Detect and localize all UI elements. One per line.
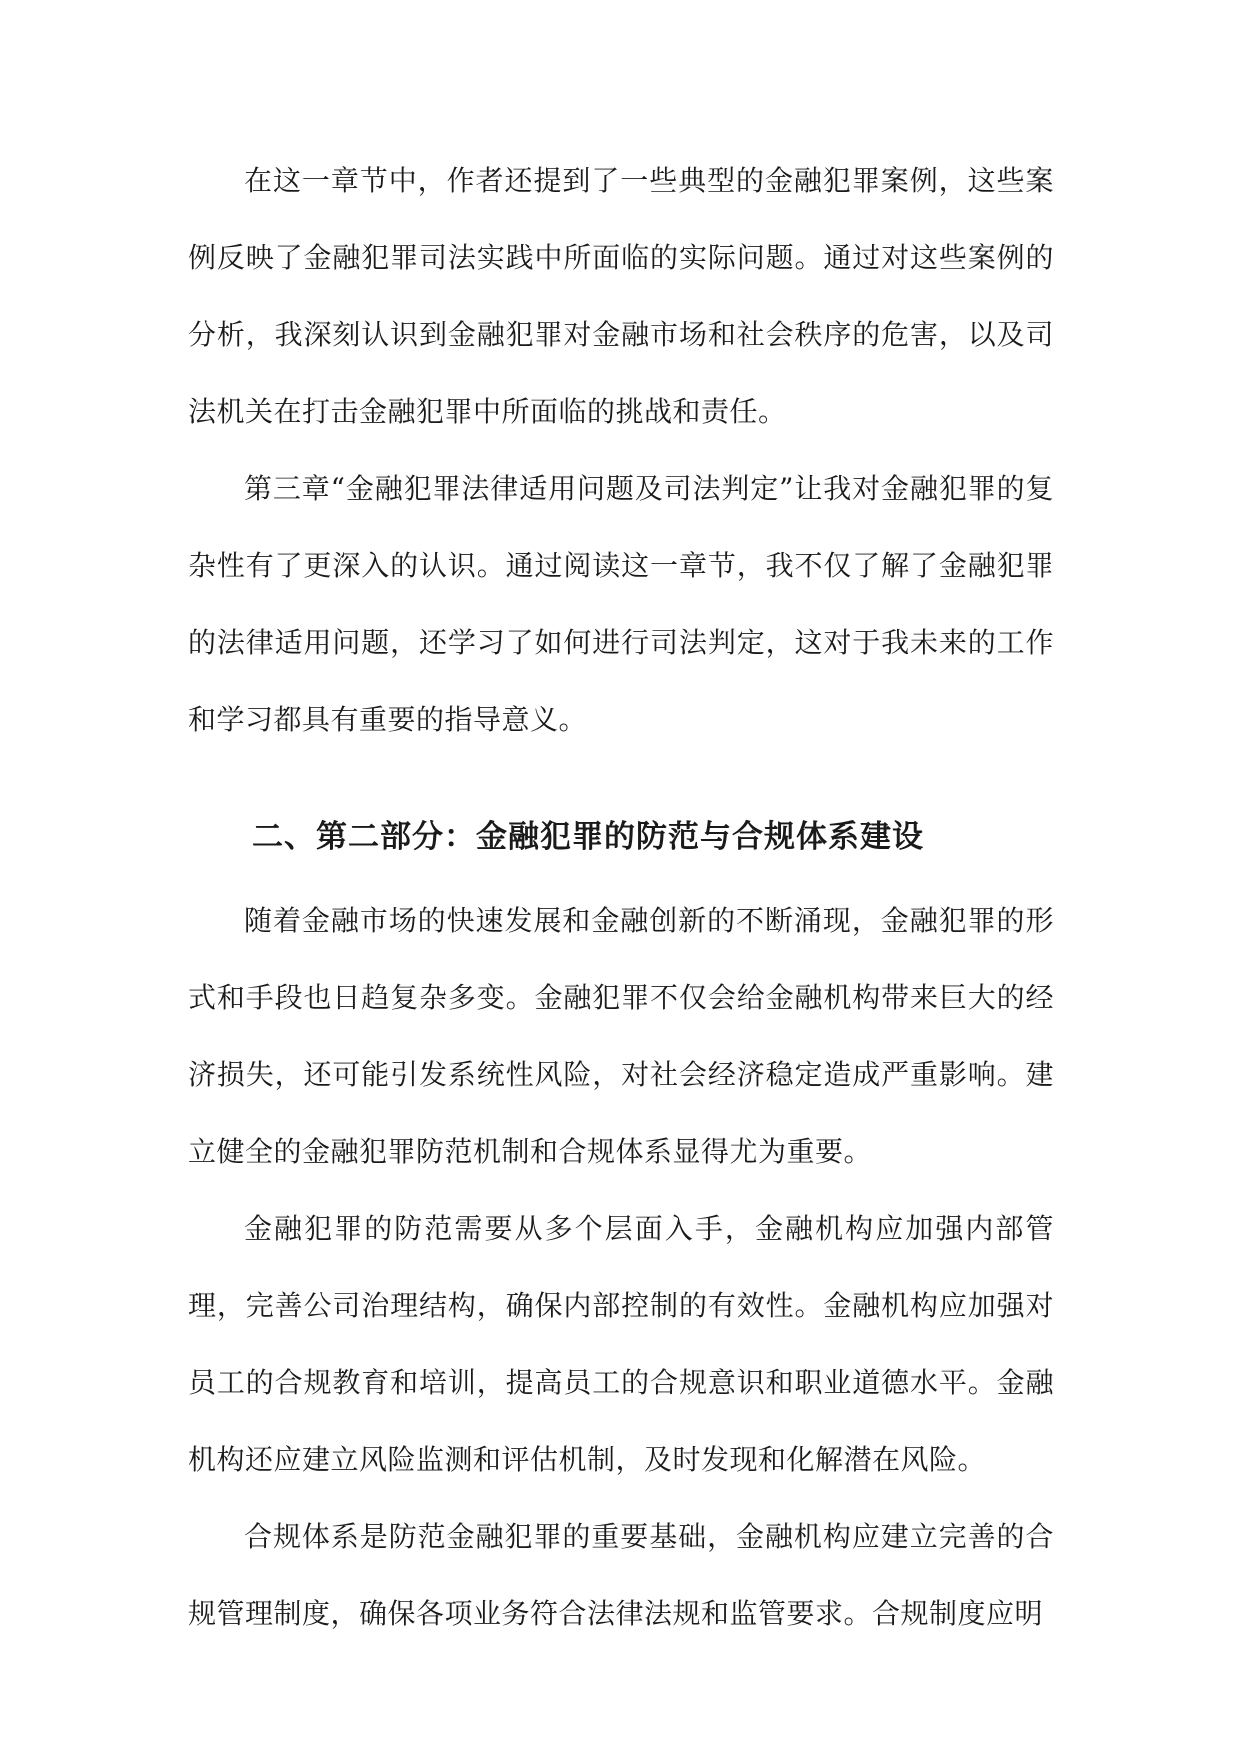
paragraph-market-development: 随着金融市场的快速发展和金融创新的不断涌现，金融犯罪的形式和手段也日趋复杂多变。金融犯罪不仅会给金融机构带来巨大的经济损失，还可能引发系统性风险，对社会经济稳定造成严重影响。建立健全的金融犯罪防范机制和合规体系显得尤为重要。	[188, 904, 1054, 1168]
paragraph-chapter-three: 第三章“金融犯罪法律适用问题及司法判定”让我对金融犯罪的复杂性有了更深入的认识。通过阅读这一章节，我不仅了解了金融犯罪的法律适用问题，还学习了如何进行司法判定，这对于我未来的工作和学习都具有重要的指导意义。	[188, 472, 1054, 736]
document-page	[188, 142, 1054, 1652]
paragraph-compliance-system: 合规体系是防范金融犯罪的重要基础，金融机构应建立完善的合规管理制度，确保各项业务符合法律法规和监管要求。合规制度应明	[188, 1520, 1054, 1630]
paragraph-case-examples: 在这一章节中，作者还提到了一些典型的金融犯罪案例，这些案例反映了金融犯罪司法实践中所面临的实际问题。通过对这些案例的分析，我深刻认识到金融犯罪对金融市场和社会秩序的危害，以及司法机关在打击金融犯罪中所面临的挑战和责任。	[188, 164, 1054, 428]
section-heading: 二、第二部分：金融犯罪的防范与合规体系建设	[252, 819, 924, 855]
paragraph-prevention-measures: 金融犯罪的防范需要从多个层面入手，金融机构应加强内部管理，完善公司治理结构，确保内部控制的有效性。金融机构应加强对员工的合规教育和培训，提高员工的合规意识和职业道德水平。金融机构还应建立风险监测和评估机制，及时发现和化解潜在风险。	[188, 1212, 1054, 1476]
